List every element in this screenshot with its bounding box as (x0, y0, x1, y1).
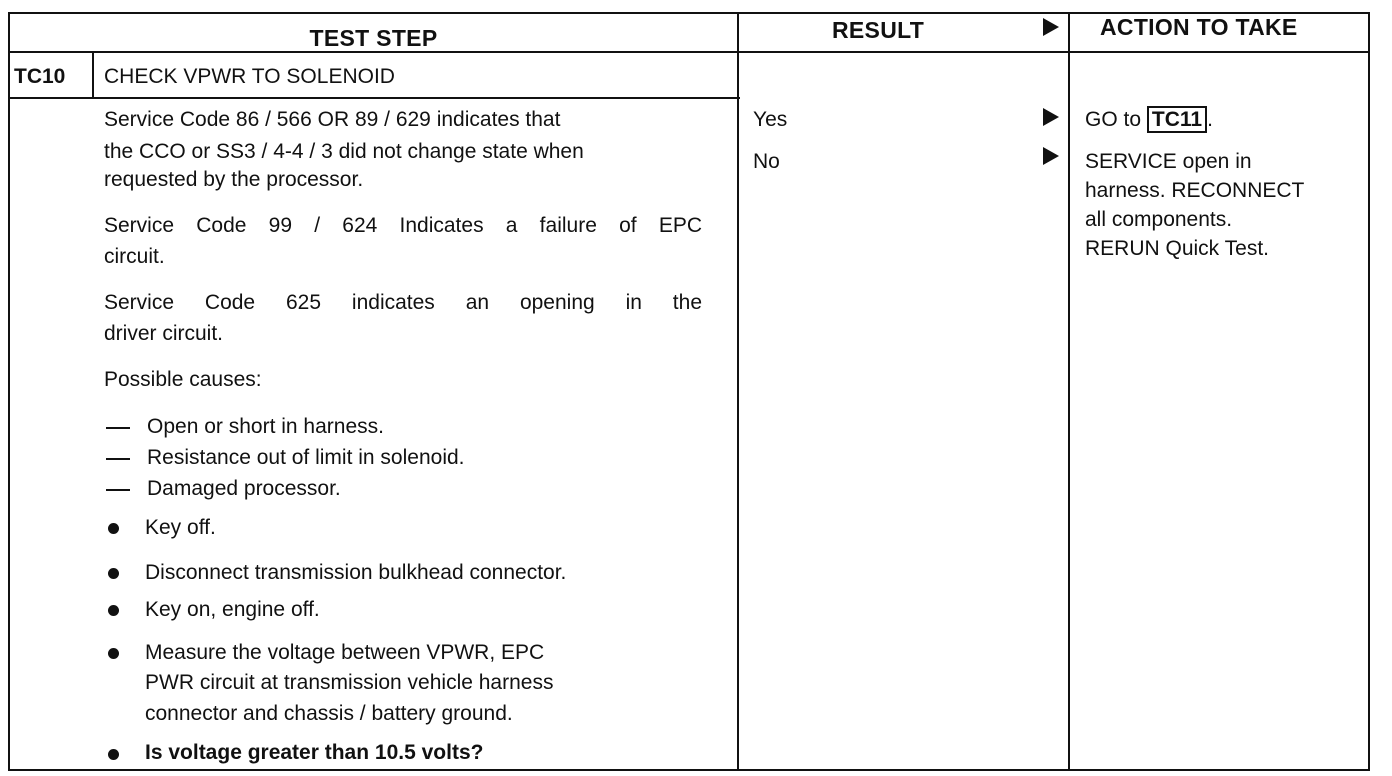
cause-item: Open or short in harness. (147, 415, 384, 438)
step-code: TC10 (14, 65, 66, 88)
yes-arrow-icon (1043, 108, 1059, 126)
paragraph-3-line-2: driver circuit. (104, 322, 224, 345)
table-left-border (8, 12, 10, 771)
dash-icon (106, 489, 130, 491)
no-arrow-icon (1043, 147, 1059, 165)
procedure-step-2: Disconnect transmission bulkhead connector. (145, 561, 567, 584)
action-no-line-1: SERVICE open in (1085, 150, 1252, 173)
procedure-step-1: Key off. (145, 516, 216, 539)
paragraph-1-line-2: the CCO or SS3 / 4-4 / 3 did not change state when (104, 140, 584, 163)
bullet-icon (108, 648, 119, 659)
paragraph-2-line-2: circuit. (104, 245, 165, 268)
paragraph-1-line-3: requested by the processor. (104, 168, 364, 191)
table-right-border (1368, 12, 1370, 771)
bullet-icon (108, 749, 119, 760)
action-yes (1085, 107, 1213, 133)
action-yes-prefix: GO to (1085, 108, 1142, 131)
result-yes: Yes (753, 108, 788, 131)
code-cell-divider (92, 51, 94, 99)
action-no-line-3: all components. (1085, 208, 1233, 231)
bullet-icon (108, 605, 119, 616)
action-no-line-4: RERUN Quick Test. (1085, 237, 1269, 260)
test-step-header: TEST STEP (309, 25, 438, 51)
result-header: RESULT (832, 17, 925, 43)
result-no: No (753, 150, 780, 173)
procedure-step-4-line-1: Measure the voltage between VPWR, EPC (145, 641, 545, 664)
header-arrow-icon (1043, 18, 1059, 36)
action-no-line-2: harness. RECONNECT (1085, 179, 1305, 202)
paragraph-1-line-1: Service Code 86 / 566 OR 89 / 629 indicates that (104, 108, 561, 131)
action-header: ACTION TO TAKE (1100, 14, 1298, 40)
possible-causes-label: Possible causes: (104, 368, 262, 391)
dash-icon (106, 458, 130, 460)
bullet-icon (108, 523, 119, 534)
cause-item: Resistance out of limit in solenoid. (147, 446, 465, 469)
paragraph-2-line-1: Service Code 99 / 624 Indicates a failure of EPC (104, 214, 702, 237)
bullet-icon (108, 568, 119, 579)
procedure-step-4-line-2: PWR circuit at transmission vehicle harness (145, 671, 554, 694)
tc11-reference: TC11 (1147, 106, 1207, 133)
action-yes-suffix: . (1207, 108, 1213, 131)
paragraph-3-line-1: Service Code 625 indicates an opening in the (104, 291, 702, 314)
step-title-bottom-border (8, 97, 740, 99)
test-step-column-divider (737, 12, 739, 771)
step-title: CHECK VPWR TO SOLENOID (104, 65, 395, 88)
procedure-step-4-line-3: connector and chassis / battery ground. (145, 702, 513, 725)
result-column-divider (1068, 12, 1070, 771)
test-question: Is voltage greater than 10.5 volts? (145, 741, 484, 764)
procedure-step-3: Key on, engine off. (145, 598, 320, 621)
dash-icon (106, 427, 130, 429)
cause-item: Damaged processor. (147, 477, 341, 500)
table-bottom-border (8, 769, 1370, 771)
